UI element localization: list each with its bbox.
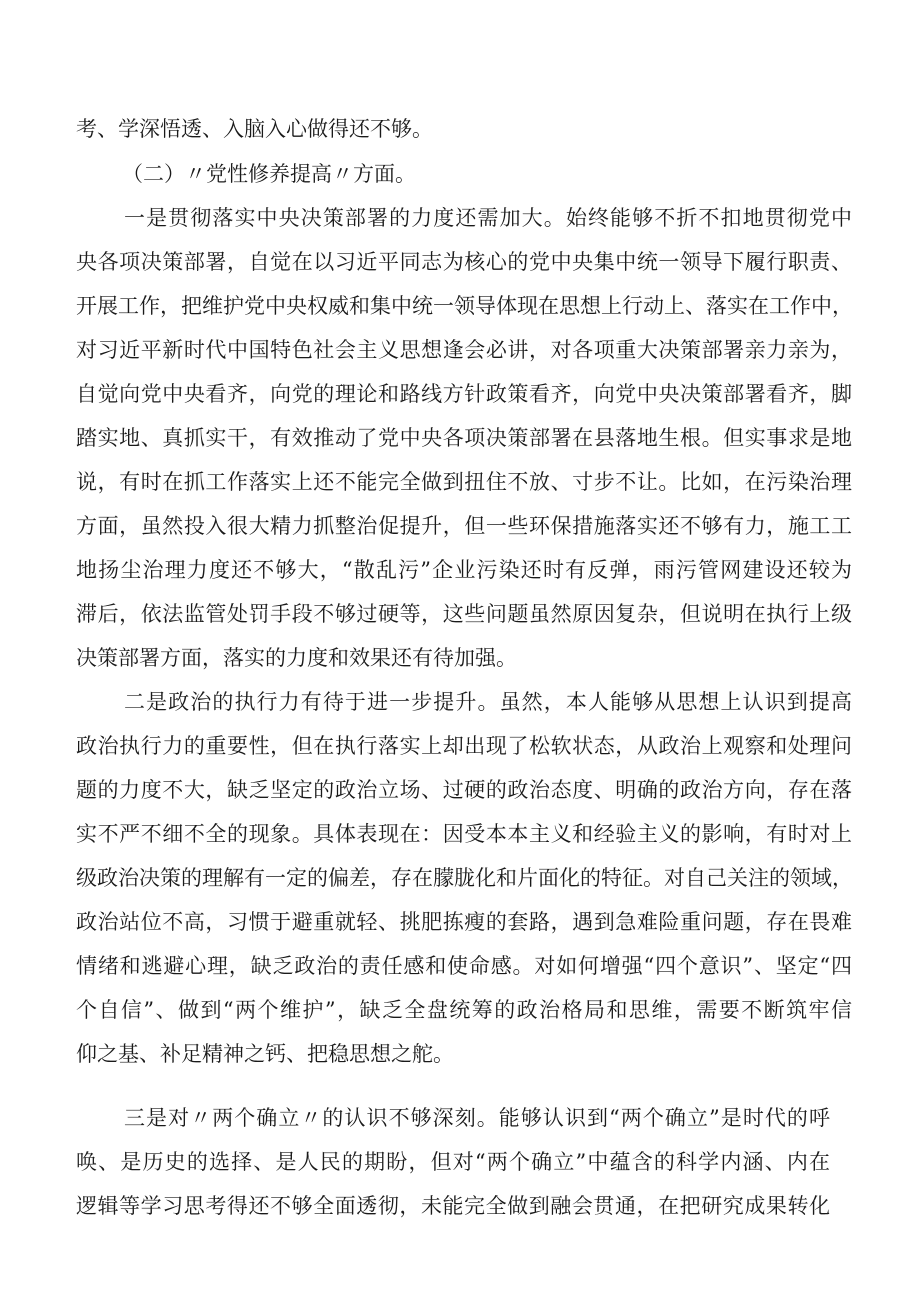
paragraph-line: 仰之基、补足精神之钙、把稳思想之舵。 xyxy=(76,1042,454,1066)
paragraph-line: 情绪和逃避心理，缺乏政治的责任感和使命感。对如何增强“四个意识”、坚定“四 xyxy=(76,954,852,978)
paragraph-line: 决策部署方面，落实的力度和效果还有待加强。 xyxy=(76,646,517,670)
paragraph-line: 政治站位不高，习惯于避重就轻、挑肥拣瘦的套路，遇到急难险重问题，存在畏难 xyxy=(76,910,852,934)
paragraph-line: 级政治决策的理解有一定的偏差，存在朦胧化和片面化的特征。对自己关注的领域， xyxy=(76,866,853,890)
paragraph-line: 实不严不细不全的现象。具体表现在：因受本本主义和经验主义的影响，有时对上 xyxy=(76,822,852,846)
paragraph-line: 二是政治的执行力有待于进一步提升。虽然，本人能够从思想上认识到提高 xyxy=(124,690,852,714)
paragraph-line: 对习近平新时代中国特色社会主义思想逢会必讲，对各项重大决策部署亲力亲为， xyxy=(76,338,852,362)
paragraph-line: 说，有时在抓工作落实上还不能完全做到扭住不放、寸步不让。比如，在污染治理 xyxy=(76,470,852,494)
paragraph-line: 考、学深悟透、入脑入心做得还不够。 xyxy=(76,117,433,141)
paragraph-line: 三是对〃两个确立〃的认识不够深刻。能够认识到“两个确立”是时代的呼 xyxy=(124,1106,830,1130)
paragraph-line: 逻辑等学习思考得还不够全面透彻，未能完全做到融会贯通，在把研究成果转化 xyxy=(76,1194,830,1218)
paragraph-line: 踏实地、真抓实干，有效推动了党中央各项决策部署在县落地生根。但实事求是地 xyxy=(76,426,852,450)
paragraph-line: 一是贯彻落实中央决策部署的力度还需加大。始终能够不折不扣地贯彻党中 xyxy=(124,206,852,230)
paragraph-line: 地扬尘治理力度还不够大，“散乱污”企业污染还时有反弹，雨污管网建设还较为 xyxy=(76,558,852,582)
paragraph-line: 政治执行力的重要性，但在执行落实上却出现了松软状态，从政治上观察和处理问 xyxy=(76,734,852,758)
paragraph-line: 题的力度不大，缺乏坚定的政治立场、过硬的政治态度、明确的政治方向，存在落 xyxy=(76,778,852,802)
paragraph-line: 方面，虽然投入很大精力抓整治促提升，但一些环保措施落实还不够有力，施工工 xyxy=(76,514,852,538)
paragraph-line: 开展工作，把维护党中央权威和集中统一领导体现在思想上行动上、落实在工作中， xyxy=(76,294,853,318)
paragraph-line: 自觉向党中央看齐，向党的理论和路线方针政策看齐，向党中央决策部署看齐，脚 xyxy=(76,382,852,406)
paragraph-line: 滞后，依法监管处罚手段不够过硬等，这些问题虽然原因复杂，但说明在执行上级 xyxy=(76,602,852,626)
paragraph-line: 央各项决策部署，自觉在以习近平同志为核心的党中央集中统一领导下履行职责、 xyxy=(76,250,852,274)
section-heading: （二）〃党性修养提高〃方面。 xyxy=(122,162,416,186)
paragraph-line: 唤、是历史的选择、是人民的期盼，但对“两个确立”中蕴含的科学内涵、内在 xyxy=(76,1150,830,1174)
paragraph-line: 个自信”、做到“两个维护”，缺乏全盘统筹的政治格局和思维，需要不断筑牢信 xyxy=(76,998,852,1022)
